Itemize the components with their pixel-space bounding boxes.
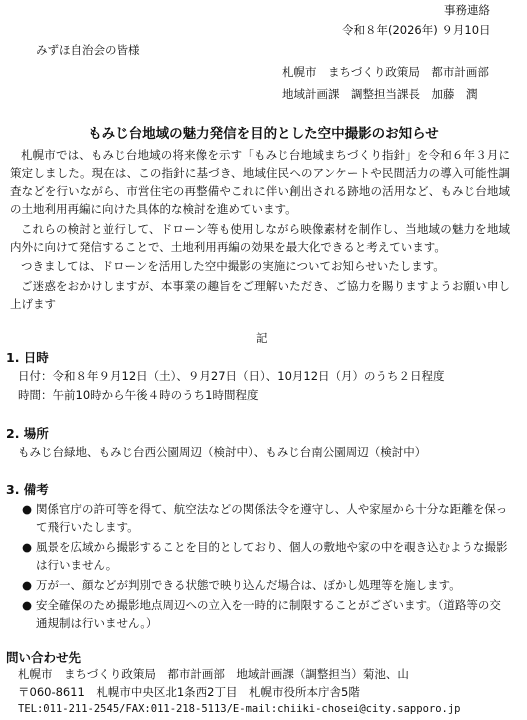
ki-mark: 記 xyxy=(256,331,268,345)
section-schedule-heading: 1. 日時 xyxy=(6,350,49,365)
contact-phone-email: TEL:011-211-2545/FAX:011-218-5113/E-mail:chiiki-chosei@city.sapporo.jp xyxy=(18,703,461,715)
contact-department: 札幌市 まちづくり政策局 都市計画部 地域計画課（調整担当）菊池、山 xyxy=(18,667,409,681)
note-item-text: 安全確保のため撮影地点周辺への立入を一時的に制限することがございます。（道路等の交通規制は行いません。） xyxy=(36,598,501,630)
note-item xyxy=(22,500,510,536)
sender-org: 札幌市 まちづくり政策局 都市計画部 xyxy=(282,65,489,79)
note-item-text: 関係官庁の許可等を得て、航空法などの関係法令を遵守し、人や家屋から十分な距離を保って飛行いたします。 xyxy=(36,502,508,534)
contact-heading: 問い合わせ先 xyxy=(6,650,82,665)
bullet-icon: ● xyxy=(22,598,33,612)
note-item-text: 風景を広域から撮影することを目的としており、個人の敷地や家の中を覗き込むような撮影は行いません。 xyxy=(36,540,508,572)
note-item xyxy=(22,576,510,594)
document-title: もみじ台地域の魅力発信を目的とした空中撮影のお知らせ xyxy=(88,126,439,142)
schedule-date-line: 日付：令和８年９月12日（土）、９月27日（日）、10月12日（月）のうち２日程度 xyxy=(18,369,445,383)
doc-date: 令和８年(2026年) ９月10日 xyxy=(342,23,491,37)
doc-type: 事務連絡 xyxy=(444,3,490,17)
schedule-time-line: 時間：午前10時から午後４時のうち1時間程度 xyxy=(18,388,259,402)
body-paragraph-2: これらの検討と並行して、ドローン等も使用しながら映像素材を制作し、当地域の魅力を地域内外に向けて発信することで、土地利用再編の効果を最大化できると考えています。 xyxy=(10,222,510,254)
bullet-icon: ● xyxy=(22,578,33,592)
note-item-text: 万が一、顔などが判別できる状態で映り込んだ場合は、ぼかし処理等を施します。 xyxy=(36,578,461,592)
recipient: みずほ自治会の皆様 xyxy=(36,43,140,57)
body-paragraph-3: つきましては、ドローンを活用した空中撮影の実施についてお知らせいたします。 xyxy=(21,259,445,273)
bullet-icon: ● xyxy=(22,502,33,516)
note-item xyxy=(22,538,510,574)
section-notes-heading: 3. 備考 xyxy=(6,482,49,497)
contact-address: 〒060-8611 札幌市中央区北1条西2丁目 札幌市役所本庁舎5階 xyxy=(18,685,360,699)
bullet-icon: ● xyxy=(22,540,33,554)
section-place-heading: 2. 場所 xyxy=(6,426,49,441)
sender-person: 地域計画課 調整担当課長 加藤 潤 xyxy=(282,87,478,101)
body-paragraph-1: 札幌市では、もみじ台地域の将来像を示す「もみじ台地域まちづくり指針」を令和６年３月に策定しました。現在は、この指針に基づき、地域住民へのアンケートや民間活力の導入可能性調査などを行いながら、市営住宅の再整備やこれに伴い創出される跡地の活用など、もみじ台地域の土地利用再編に向けた具体的な検討を進めています。 xyxy=(10,148,510,216)
note-item xyxy=(22,596,510,632)
place-line: もみじ台緑地、もみじ台西公園周辺（検討中）、もみじ台南公園周辺（検討中） xyxy=(18,445,427,459)
body-paragraph-4: ご迷惑をおかけしますが、本事業の趣旨をご理解いただき、ご協力を賜りますようお願い申し上げます xyxy=(10,279,510,311)
